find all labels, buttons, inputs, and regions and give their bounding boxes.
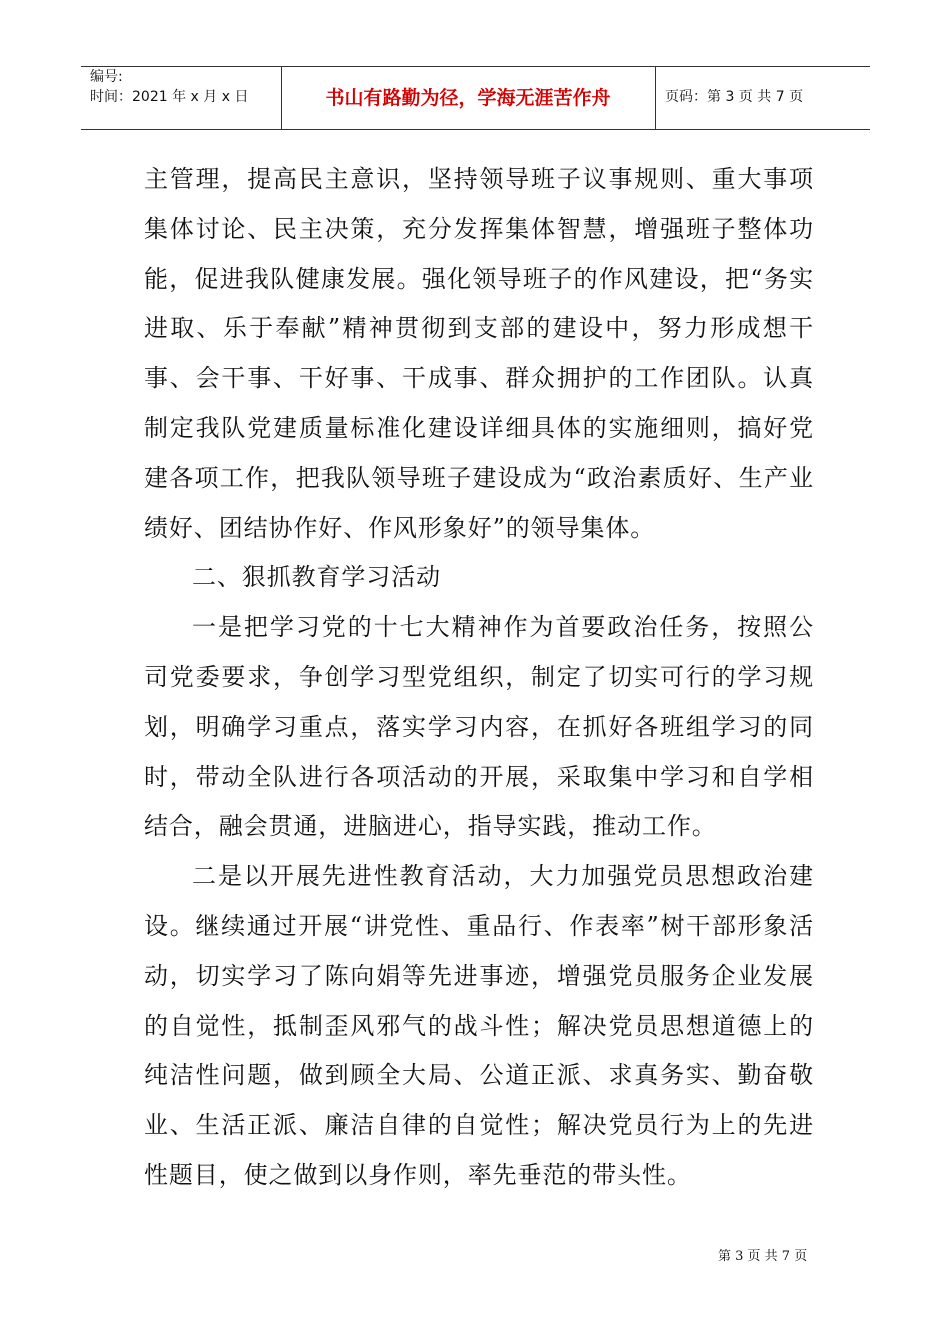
paragraph: 一是把学习党的十七大精神作为首要政治任务，按照公司党委要求，争创学习型党组织，制定了切实可行的学习规划，明确学习重点，落实学习内容，在抓好各班组学习的同时，带动全队进行各项活动的开展，采取集中学习和自学相结合，融会贯通，进脑进心，指导实践，推动工作。 — [144, 613, 814, 841]
header-page-cell — [655, 67, 870, 129]
document-number-label: 编号: — [90, 69, 123, 85]
document-time-label: 时间：2021 年 x 月 x 日 — [90, 89, 249, 105]
header-page-number: 页码：第 3 页 共 7 页 — [665, 89, 804, 105]
page-footer: 第 3 页 共 7 页 — [718, 1249, 808, 1264]
header-motto-cell — [281, 67, 656, 129]
section-heading: 二、狠抓教育学习活动 — [192, 563, 441, 592]
header-motto: 书山有路勤为径，学海无涯苦作舟 — [325, 87, 611, 109]
document-body — [144, 155, 814, 1201]
paragraph: 二是以开展先进性教育活动，大力加强党员思想政治建设。继续通过开展“讲党性、重品行、作表率”树干部形象活动，切实学习了陈向娟等先进事迹，增强党员服务企业发展的自觉性，抵制歪风邪气的战斗性；解决党员思想道德上的纯洁性问题，做到顾全大局、公道正派、求真务实、勤奋敬业、生活正派、廉洁自律的自觉性；解决党员行为上的先进性题目，使之做到以身作则，率先垂范的带头性。 — [144, 862, 814, 1189]
page-header — [81, 66, 870, 130]
header-meta-cell — [81, 67, 282, 129]
paragraph-continued: 主管理，提高民主意识，坚持领导班子议事规则、重大事项集体讨论、民主决策，充分发挥集体智慧，增强班子整体功能，促进我队健康发展。强化领导班子的作风建设，把“务实进取、乐于奉献”精神贯彻到支部的建设中，努力形成想干事、会干事、干好事、干成事、群众拥护的工作团队。认真制定我队党建质量标准化建设详细具体的实施细则，搞好党建各项工作，把我队领导班子建设成为“政治素质好、生产业绩好、团结协作好、作风形象好”的领导集体。 — [144, 165, 814, 542]
